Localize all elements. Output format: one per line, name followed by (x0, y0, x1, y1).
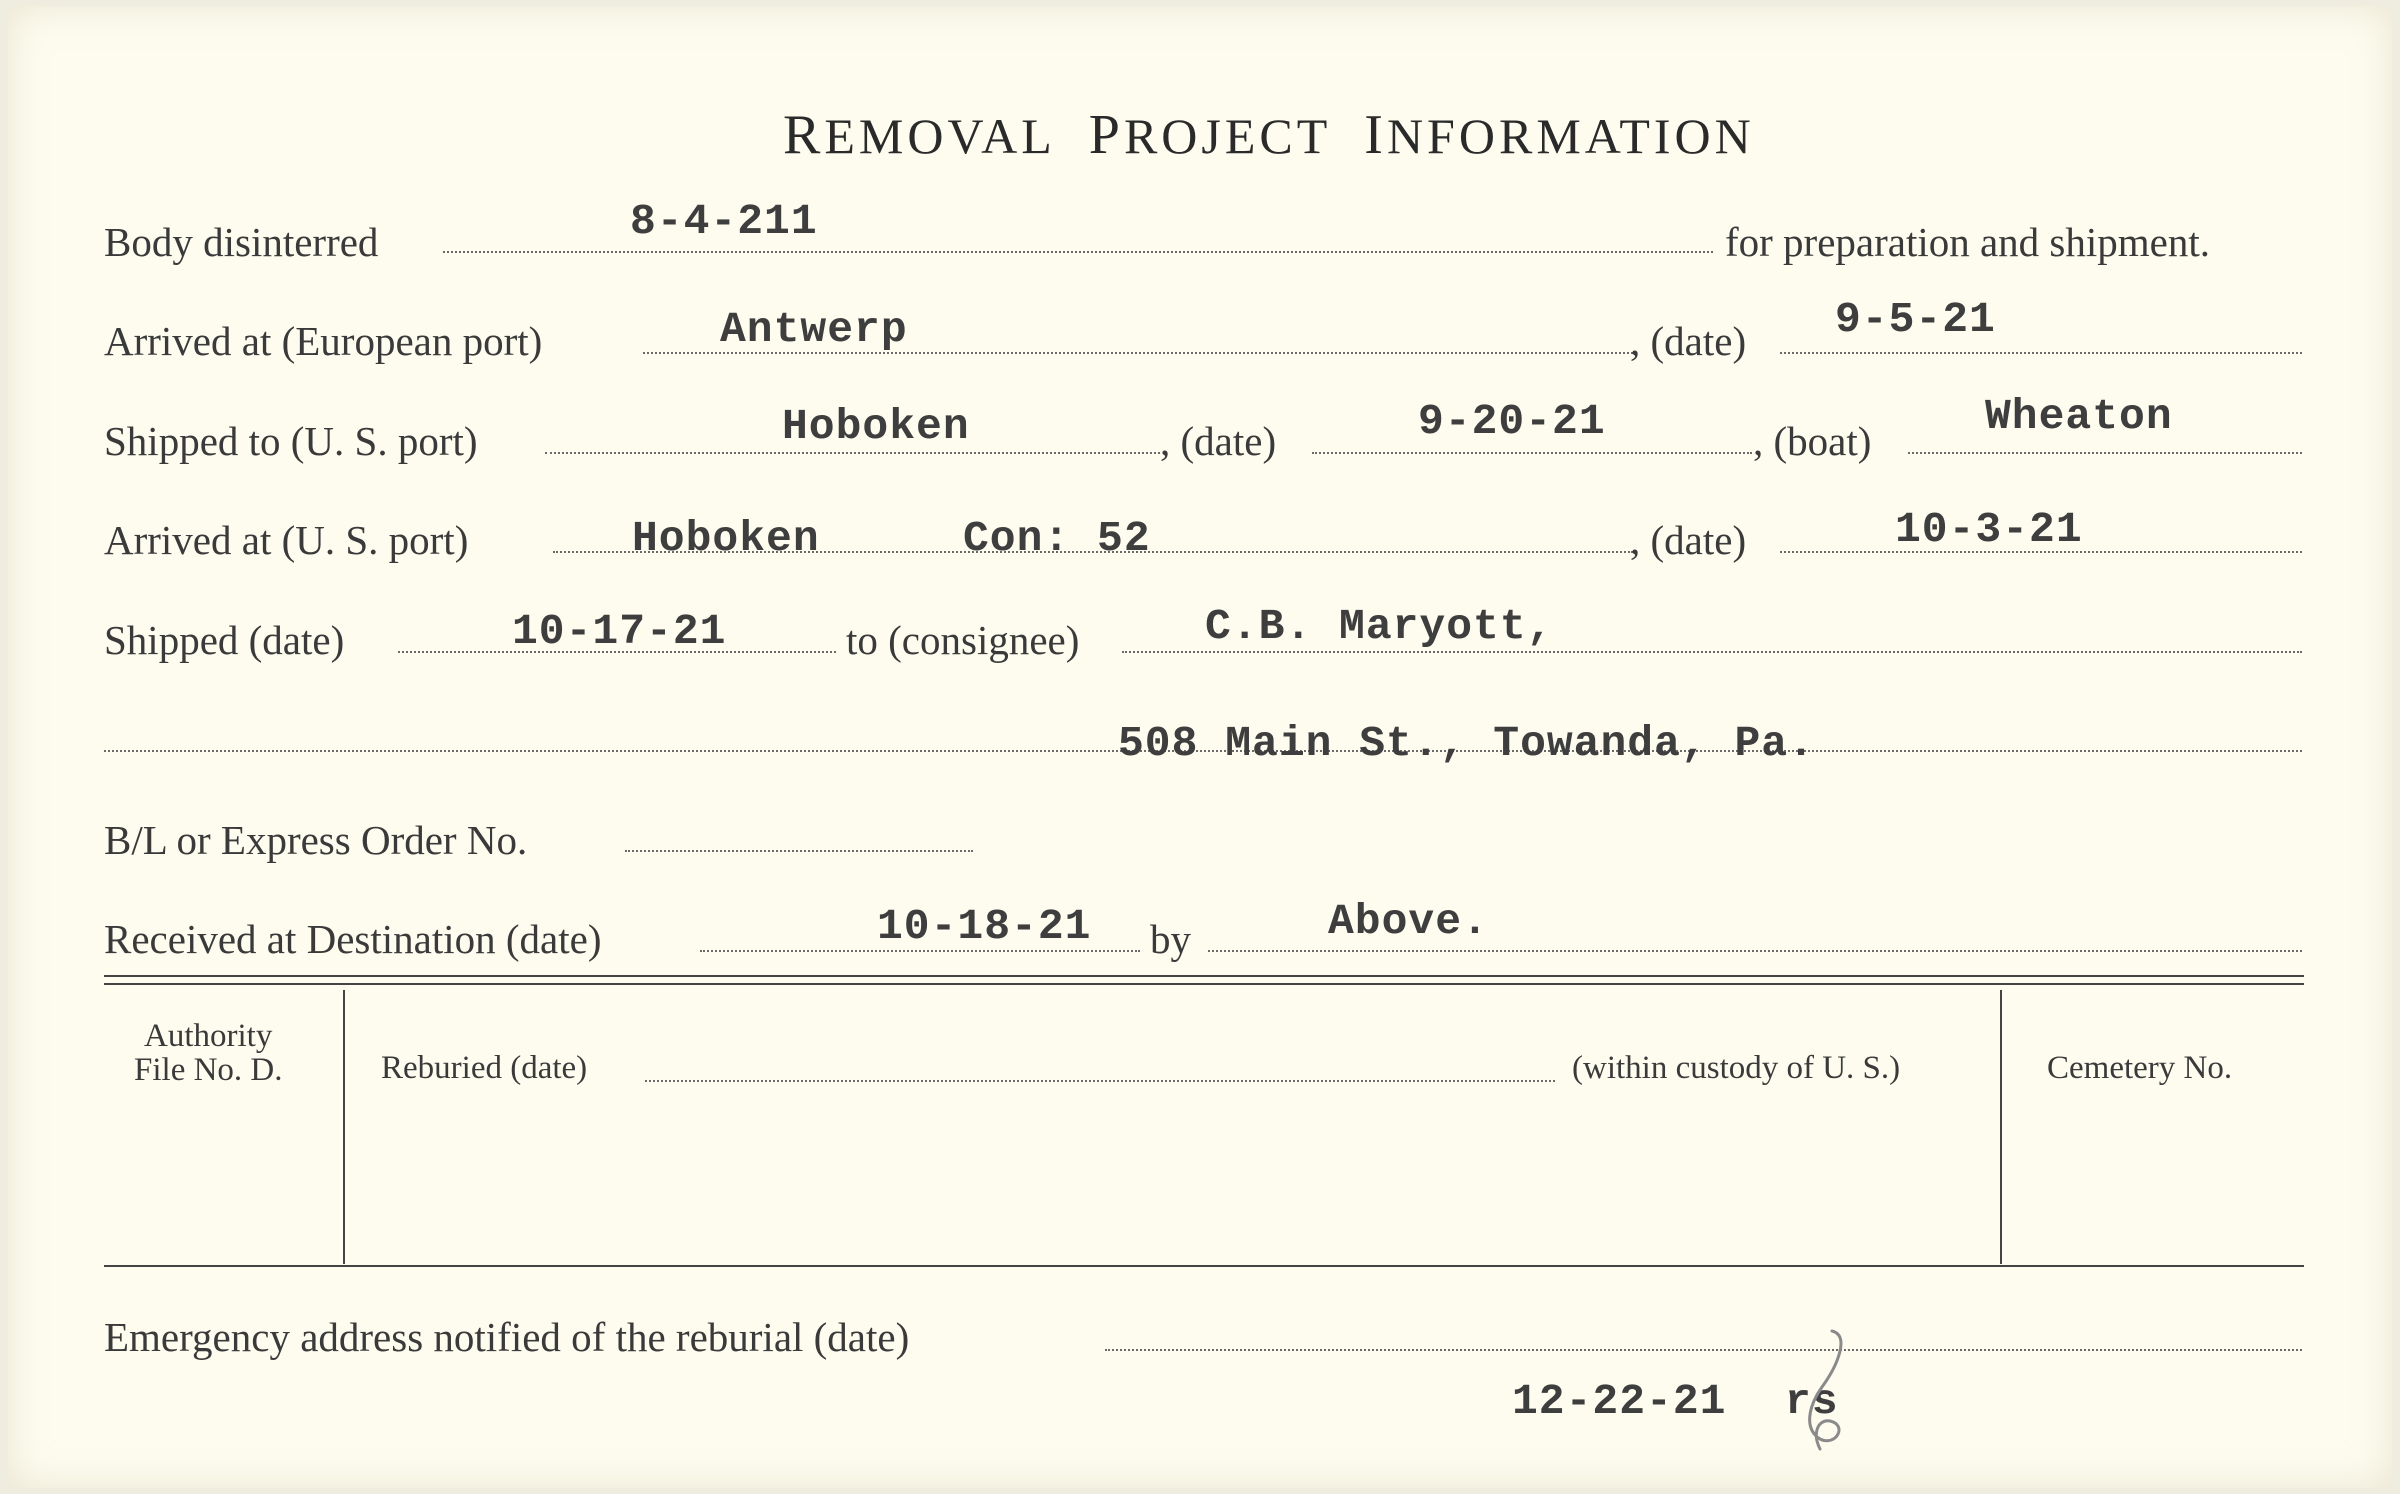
disinterred-suffix: for preparation and shipment. (1725, 219, 2211, 265)
table-top-rule (104, 975, 2304, 977)
bl-line (625, 850, 973, 852)
us-port-arrived-value: Hoboken (632, 514, 820, 563)
shipped-date-label: Shipped (date) (104, 617, 345, 663)
european-date-line (1780, 352, 2302, 354)
emergency-label: Emergency address notified of the reburial (date) (104, 1314, 910, 1360)
container-number: Con: 52 (963, 514, 1151, 563)
us-shipped-date-line (1312, 452, 1752, 454)
boat-value: Wheaton (1985, 392, 2173, 441)
authority-label: Authority (144, 1018, 273, 1054)
received-label: Received at Destination (date) (104, 916, 602, 962)
reburied-label: Reburied (date) (381, 1050, 588, 1086)
emergency-line (1105, 1349, 2302, 1351)
boat-label: , (boat) (1753, 418, 1872, 464)
received-by-value: Above. (1328, 897, 1489, 946)
consignee-label: to (consignee) (846, 617, 1080, 663)
consignee-address: 508 Main St., Towanda, Pa. (1118, 719, 1815, 768)
us-shipped-date-label: , (date) (1160, 418, 1277, 464)
consignee-line (1122, 651, 2302, 653)
us-shipped-date-value: 9-20-21 (1418, 397, 1606, 446)
us-arrived-date-value: 10-3-21 (1895, 505, 2083, 554)
emergency-initials: rs (1785, 1377, 1839, 1426)
us-port-arrived-label: Arrived at (U. S. port) (104, 517, 469, 563)
us-arrived-date-label: , (date) (1630, 517, 1747, 563)
us-port-shipped-line (545, 452, 1160, 454)
boat-line (1908, 452, 2302, 454)
file-number-label: File No. D. (134, 1052, 283, 1088)
table-bottom-rule (104, 1265, 2304, 1267)
european-date-value: 9-5-21 (1835, 295, 1996, 344)
us-port-shipped-value: Hoboken (782, 402, 970, 451)
received-date-value: 10-18-21 (877, 902, 1092, 951)
disinterred-label: Body disinterred (104, 219, 379, 265)
page-title: REMOVAL PROJECT INFORMATION (783, 104, 1755, 166)
shipped-date-value: 10-17-21 (512, 607, 727, 656)
custody-label: (within custody of U. S.) (1572, 1050, 1901, 1086)
received-by-line (1208, 950, 2302, 952)
cemetery-label: Cemetery No. (2047, 1050, 2233, 1086)
emergency-date: 12-22-21 (1512, 1377, 1727, 1426)
european-port-label: Arrived at (European port) (104, 318, 543, 364)
disinterred-date: 8-4-211 (630, 197, 818, 246)
table-divider-right (2000, 990, 2002, 1264)
european-port-value: Antwerp (720, 305, 908, 354)
bl-label: B/L or Express Order No. (104, 817, 528, 863)
consignee-value: C.B. Maryott, (1205, 602, 1554, 651)
european-date-label: , (date) (1630, 318, 1747, 364)
table-divider-left (343, 990, 345, 1264)
table-top-rule-double (104, 983, 2304, 985)
disinterred-line (443, 251, 1713, 253)
received-by-label: by (1150, 916, 1191, 962)
reburied-line (645, 1080, 1555, 1082)
handwritten-mark-icon (1790, 1325, 1860, 1455)
us-port-shipped-label: Shipped to (U. S. port) (104, 418, 478, 464)
